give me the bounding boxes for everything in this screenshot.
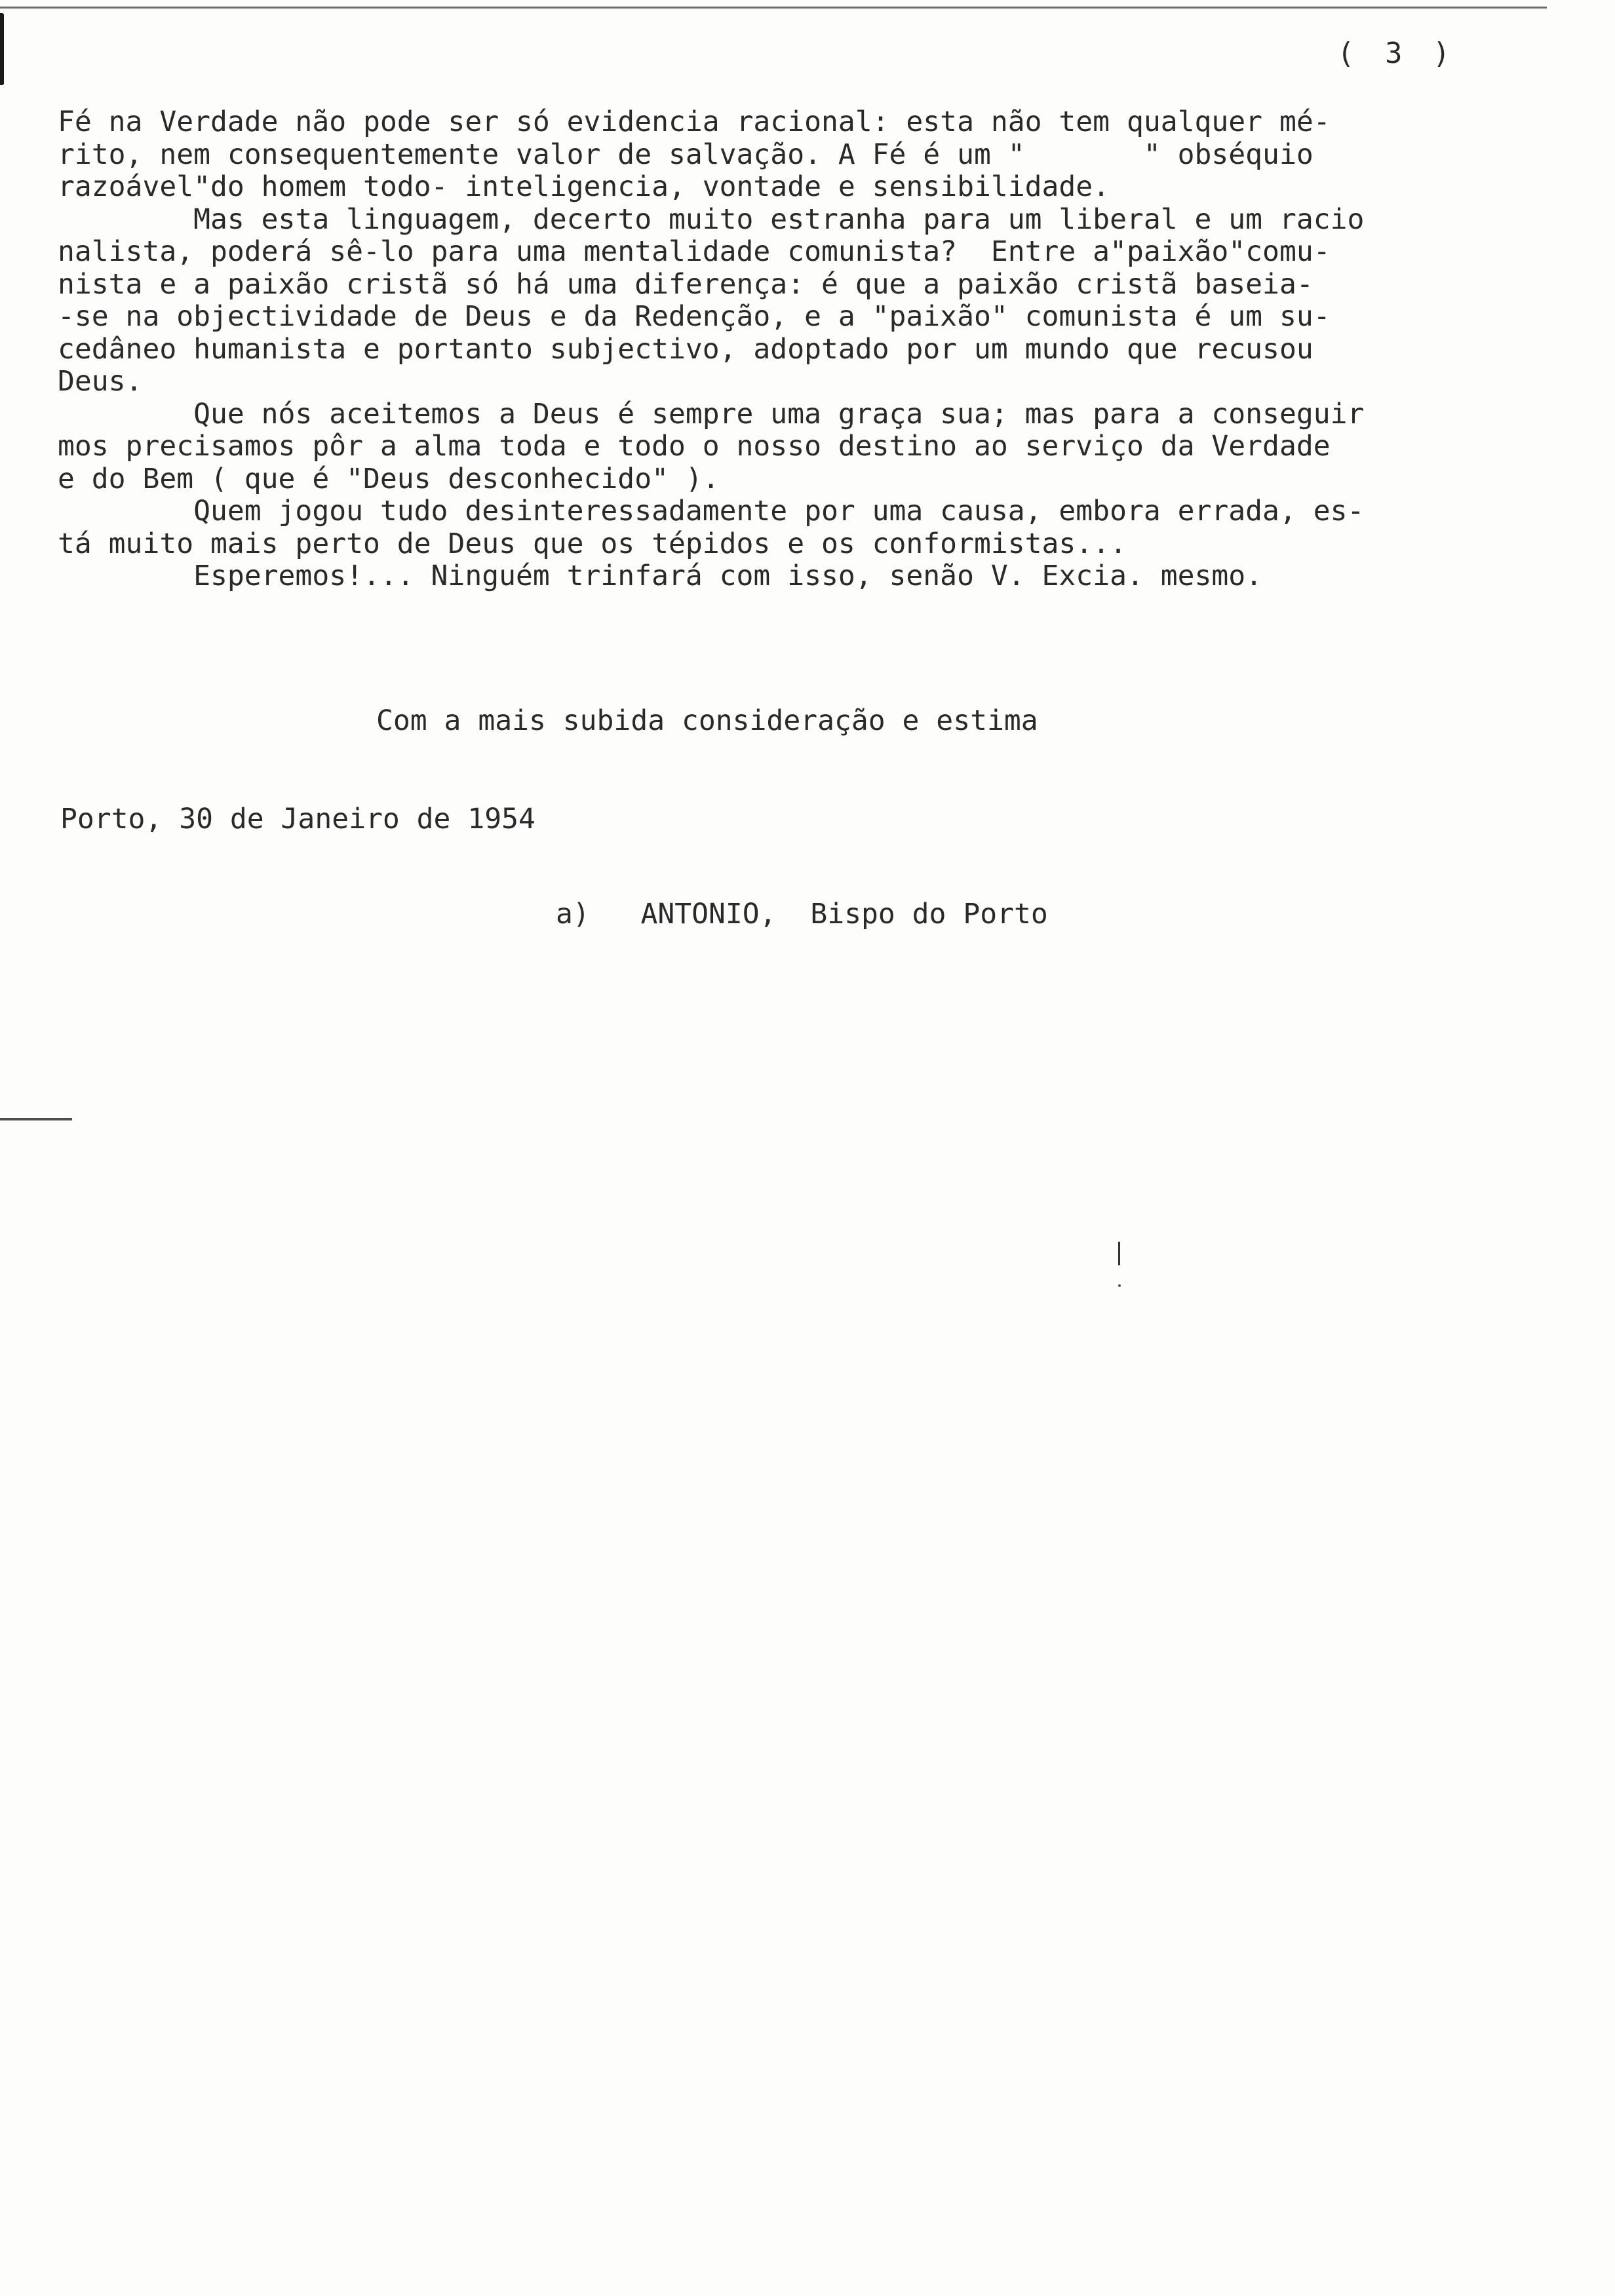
body-line: e do Bem ( que é "Deus desconhecido" ). xyxy=(58,462,720,495)
stray-ink-dot xyxy=(1118,1284,1121,1287)
left-edge-mark xyxy=(0,13,4,85)
body-line: razoável"do homem todo- inteligencia, vontade e sensibilidade. xyxy=(58,170,1110,203)
body-line: Fé na Verdade não pode ser só evidencia racional: esta não tem qualquer mé- xyxy=(58,105,1331,138)
body-line: Mas esta linguagem, decerto muito estranha para um liberal e um racio xyxy=(58,202,1365,236)
body-line: tá muito mais perto de Deus que os tépidos e os conformistas... xyxy=(58,527,1127,560)
top-edge-rule xyxy=(0,7,1547,9)
body-line: rito, nem consequentemente valor de salvação. A Fé é um " " obséquio xyxy=(58,138,1313,171)
body-line: Esperemos!... Ninguém trinfará com isso, senão V. Excia. mesmo. xyxy=(58,560,1263,592)
body-line: cedâneo humanista e portanto subjectivo, adoptado por um mundo que recusou xyxy=(58,332,1313,366)
signature-line: a) ANTONIO, Bispo do Porto xyxy=(556,898,1048,930)
body-line: Quem jogou tudo desinteressadamente por uma causa, embora errada, es- xyxy=(58,495,1365,527)
left-margin-mark xyxy=(0,1118,72,1120)
letter-body xyxy=(58,106,1565,593)
body-line: Deus. xyxy=(58,365,143,398)
place-date-line: Porto, 30 de Janeiro de 1954 xyxy=(60,803,535,835)
body-line: Que nós aceitemos a Deus é sempre uma graça sua; mas para a conseguir xyxy=(58,397,1365,430)
body-line: mos precisamos pôr a alma toda e todo o nosso destino ao serviço da Verdade xyxy=(58,430,1331,463)
body-line: nalista, poderá sê-lo para uma mentalidade comunista? Entre a"paixão"comu- xyxy=(58,235,1331,268)
body-line: -se na objectividade de Deus e da Redenção, e a "paixão" comunista é um su- xyxy=(58,300,1331,333)
page-number: ( 3 ) xyxy=(1337,37,1457,70)
body-line: nista e a paixão cristã só há uma diferença: é que a paixão cristã baseia- xyxy=(58,267,1313,301)
closing-salutation: Com a mais subida consideração e estima xyxy=(376,704,1038,737)
stray-ink-mark xyxy=(1118,1242,1120,1265)
